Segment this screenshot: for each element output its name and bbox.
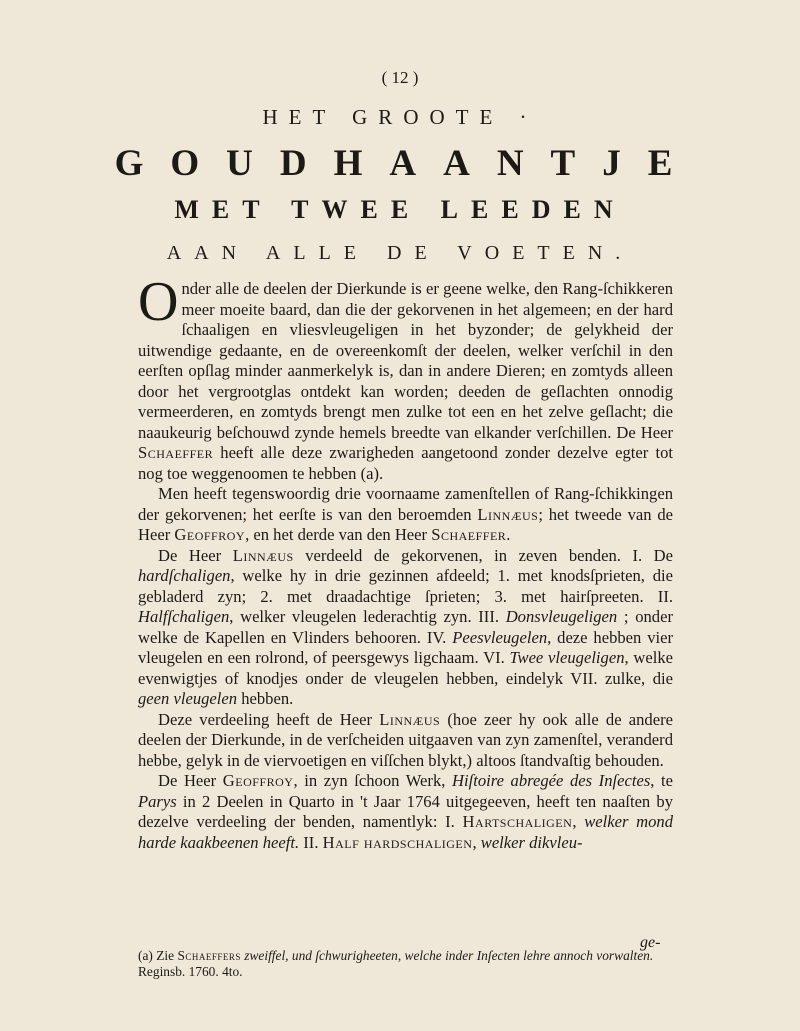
author-name: Linnæus <box>477 504 539 524</box>
title-line-4: AAN ALLE DE VOETEN. <box>166 242 634 264</box>
italic-term: geen vleugelen <box>138 689 238 708</box>
author-name: Linnæus <box>379 709 441 729</box>
italic-term: Parys <box>138 791 177 811</box>
catchword: ge- <box>640 934 661 951</box>
title-line-2: GOUDHAANTJE <box>114 143 700 184</box>
drop-cap: O <box>138 271 179 333</box>
footnote-mark: (a) <box>138 948 153 963</box>
italic-term: Hiſtoire abregée des Inſectes <box>452 771 651 790</box>
italic-term: Halfſchaligen <box>138 607 230 626</box>
category-name: Half hardschaligen <box>322 832 473 852</box>
author-name: Geoffroy <box>222 771 294 790</box>
paragraph-4: Deze verdeeling heeft de Heer Linnæus (hoe zeer hy ook alle de andere deelen der Dierkunde, in de verſcheiden uitgaaven van zyn zamenſtel, veranderd hebbe, gelyk in de viervoetigen en viſſchen blykt,) altoos ſtandvaſtig behouden. <box>138 709 673 770</box>
author-name: Schaeffers <box>177 948 241 963</box>
italic-term: welker mond harde kaakbeenen heeft. <box>138 812 673 852</box>
body-text <box>138 271 674 853</box>
italic-term: hardſchaligen <box>138 566 231 585</box>
italic-term: Peesvleugelen <box>452 627 548 647</box>
category-name: Hartschaligen <box>462 812 573 831</box>
page-number: ( 12 ) <box>381 68 419 87</box>
citation-title: zweiffel, und ſchwurigheeten, welche inder Inſecten lehre annoch vorwalten. <box>244 948 654 963</box>
paragraph-2: Men heeft tegenswoordig drie voornaame zamenſtellen of Rang-ſchikkingen der gekorvenen; het eerſte is van den beroemden Linnæus; het tweede van de Heer Geoffroy, en het derde van den Heer Schaeffer. <box>138 484 673 544</box>
paragraph-1: Onder alle de deelen der Dierkunde is er geene welke, den Rang-ſchikkeren meer moeite baard, dan die der gekorvenen in het algemeen; en der hard ſchaaligen en vliesvleugeligen in het byzonder; de gelykheid der uitwendige gedaante, en de overeenkomſt der deelen, welker verſchil in den eerſten opſlag minder aanmerkelyk is, dan in andere Dieren; en zomtyds alleen door het vergrootglas ontdekt kan worden; deeden de geſlachten onnodig vermeerderen, en zomtyds brengt men zulke tot een en het zelve geſlacht; die naaukeurig beſchouwd zynde hemels breedte van elkander verſchillen. De Heer Schaeffer heeft alle deze zwarigheden aangetoond zonder dezelve egter tot nog toe weggenoomen te hebben (a). <box>138 271 673 483</box>
italic-term: welker dikvleu- <box>480 832 583 852</box>
title-line-3: MET TWEE LEEDEN <box>174 195 626 224</box>
author-name: Schaeffer <box>431 525 507 544</box>
title-line-1: HET GROOTE · <box>262 105 538 129</box>
paragraph-5: De Heer Geoffroy, in zyn ſchoon Werk, Hiſtoire abregée des Inſectes, te Parys in 2 Deelen in Quarto in 't Jaar 1764 uitgegeeven, heeft ten naaſten by dezelve verdeeling der benden, namentlyk: I. Hartschaligen, welker mond harde kaakbeenen heeft. II. Half hardschaligen, welker dikvleu- <box>138 771 674 852</box>
paragraph-3: De Heer Linnæus verdeeld de gekorvenen, in zeven benden. I. De hardſchaligen, welke hy in drie gezinnen afdeeld; 1. met knodsſprieten, die gebladerd zyn; 2. met draadachtige ſprieten; 3. met hairſpreeten. II. Halfſchaligen, welker vleugelen lederachtig zyn. III. Donsvleugeligen ; onder welke de Kapellen en Vlinders behooren. IV. Peesvleugelen, deze hebben vier vleugelen en een rolrond, of peersgewys ligchaam. VI. Twee vleugeligen, welke evenwigtjes of knodjes onder de vleugelen hebben, eindelyk VII. zulke, die geen vleugelen hebben. <box>138 545 674 708</box>
footnote: (a) Zie Schaeffers zweiffel, und ſchwurigheeten, welche inder Inſecten lehre annoch vorwalten. Reginsb. 1760. 4to. <box>138 948 654 979</box>
author-name: Geoffroy <box>174 525 246 544</box>
italic-term: Twee vleugeligen <box>509 648 625 667</box>
italic-term: Donsvleugeligen <box>505 607 618 626</box>
author-name: Linnæus <box>232 545 294 565</box>
author-name: Schaeffer <box>138 443 214 462</box>
